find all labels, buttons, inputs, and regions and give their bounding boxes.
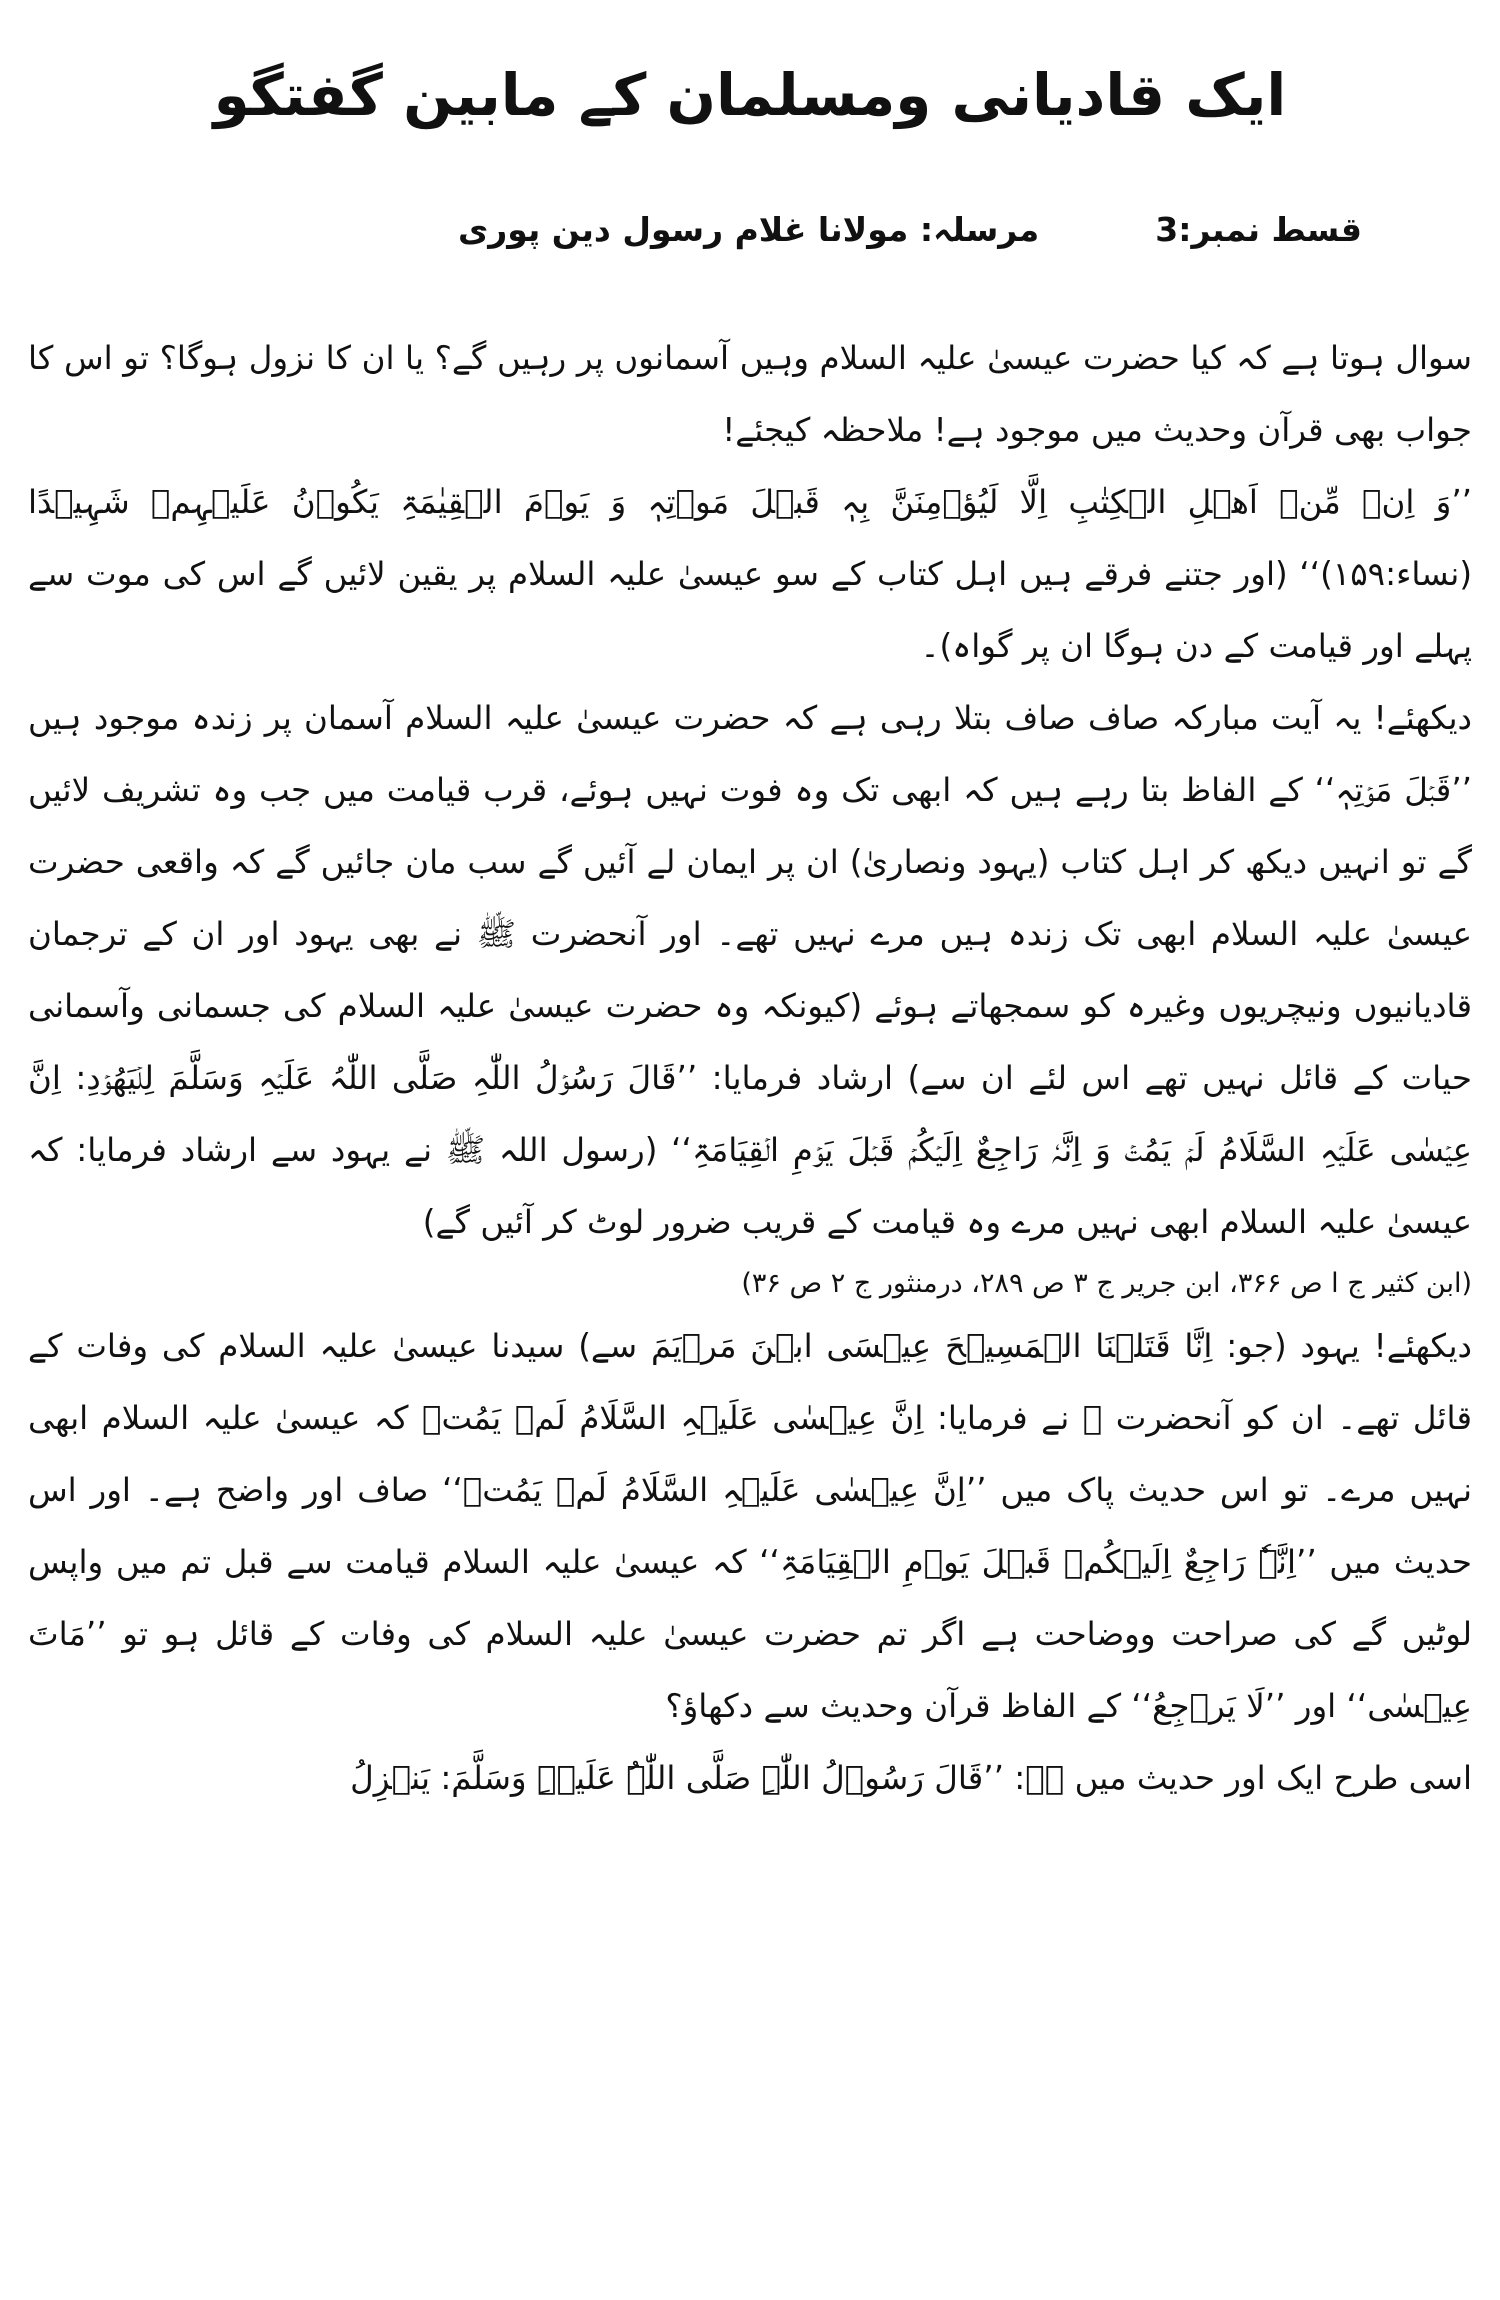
- article-body: [28, 322, 1472, 1814]
- article-title: ایک قادیانی ومسلمان کے مابین گفتگو: [213, 61, 1287, 129]
- article-page: [28, 50, 1472, 2270]
- paragraph: دیکھئے! یہ آیت مبارکہ صاف صاف بتلا رہی ہے کہ حضرت عیسیٰ علیہ السلام آسمان پر زندہ موجود ہیں ’’قَبۡلَ مَوۡتِہٖ‘‘ کے الفاظ بتا رہے ہیں کہ ابھی تک وہ فوت نہیں ہوئے، قرب قیامت میں جب وہ تشریف لائیں گے تو انہیں دیکھ کر اہل کتاب (یہود ونصاریٰ) ان پر ایمان لے آئیں گے سب مان جائیں گے کہ واقعی حضرت عیسیٰ علیہ السلام ابھی تک زندہ ہیں مرے نہیں تھے۔ اور آنحضرت ﷺ نے بھی یہود اور ان کے ترجمان قادیانیوں ونیچریوں وغیرہ کو سمجھاتے ہوئے (کیونکہ وہ حضرت عیسیٰ علیہ السلام کی جسمانی وآسمانی حیات کے قائل نہیں تھے اس لئے ان سے) ارشاد فرمایا: ’’قَالَ رَسُوۡلُ اللّٰہِ صَلَّی اللّٰہُ عَلَیۡہِ وَسَلَّمَ لِلۡیَھُوۡدِ: اِنَّ عِیۡسٰی عَلَیۡہِ السَّلَامُ لَمۡ یَمُتۡ وَ اِنَّہٗ رَاجِعٌ اِلَیۡکُمۡ قَبۡلَ یَوۡمِ الۡقِیَامَۃِ‘‘ (رسول اللہ ﷺ نے یہود سے ارشاد فرمایا: کہ عیسیٰ علیہ السلام ابھی نہیں مرے وہ قیامت کے قریب ضرور لوٹ کر آئیں گے): [28, 699, 1472, 1241]
- paragraph: سوال ہوتا ہے کہ کیا حضرت عیسیٰ علیہ السلام وہیں آسمانوں پر رہیں گے؟ یا ان کا نزول ہوگا؟ تو اس کا جواب بھی قرآن وحدیث میں موجود ہے! ملاحظہ کیجئے!: [28, 339, 1472, 449]
- installment-number: قسط نمبر:3: [1155, 210, 1362, 249]
- byline-row: [28, 202, 1472, 258]
- paragraph: اسی طرح ایک اور حدیث میں ہے: ’’قَالَ رَسُوۡلُ اللّٰہِ صَلَّی اللّٰہُ عَلَیۡہِ وَسَلَّمَ: یَنۡزِلُ: [350, 1759, 1472, 1797]
- author-credit: مرسلہ: مولانا غلام رسول دین پوری: [458, 210, 1040, 249]
- paragraph: ’’وَ اِنۡ مِّنۡ اَھۡلِ الۡکِتٰبِ اِلَّا لَیُؤۡمِنَنَّ بِہٖ قَبۡلَ مَوۡتِہٖ وَ یَوۡمَ الۡقِیٰمَۃِ یَکُوۡنُ عَلَیۡہِمۡ شَہِیۡدًا (نساء:۱۵۹)‘‘ (اور جتنے فرقے ہیں اہل کتاب کے سو عیسیٰ علیہ السلام پر یقین لائیں گے اس کی موت سے پہلے اور قیامت کے دن ہوگا ان پر گواہ)۔: [28, 483, 1472, 665]
- paragraph: دیکھئے! یہود (جو: اِنَّا قَتَلۡنَا الۡمَسِیۡحَ عِیۡسَی ابۡنَ مَرۡیَمَ سے) سیدنا عیسیٰ علیہ السلام کی وفات کے قائل تھے۔ ان کو آنحضرت ﷺ نے فرمایا: اِنَّ عِیۡسٰی عَلَیۡہِ السَّلَامُ لَمۡ یَمُتۡ کہ عیسیٰ علیہ السلام ابھی نہیں مرے۔ تو اس حدیث پاک میں ’’اِنَّ عِیۡسٰی عَلَیۡہِ السَّلَامُ لَمۡ یَمُتۡ‘‘ صاف اور واضح ہے۔ اور اس حدیث میں ’’اِنَّہٗ رَاجِعٌ اِلَیۡکُمۡ قَبۡلَ یَوۡمِ الۡقِیَامَۃِ‘‘ کہ عیسیٰ علیہ السلام قیامت سے قبل تم میں واپس لوٹیں گے کی صراحت ووضاحت ہے اگر تم حضرت عیسیٰ علیہ السلام کی وفات کے قائل ہو تو ’’مَاتَ عِیۡسٰی‘‘ اور ’’لَا یَرۡجِعُ‘‘ کے الفاظ قرآن وحدیث سے دکھاؤ؟: [28, 1327, 1472, 1725]
- reference-citation: (ابن کثیر ج ا ص ۳۶۶، ابن جریر ج ۳ ص ۲۸۹، درمنثور ج ۲ ص ۳۶): [741, 1268, 1472, 1299]
